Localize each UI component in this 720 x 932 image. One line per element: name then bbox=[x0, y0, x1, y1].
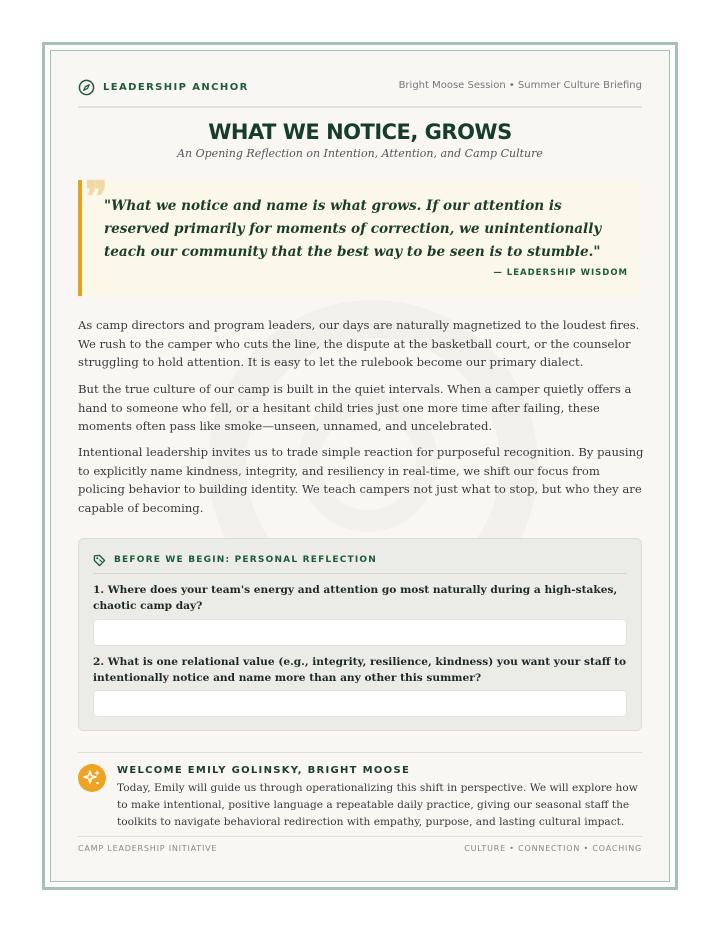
session-label: Bright Moose Session • Summer Culture Briefing bbox=[398, 80, 642, 91]
compass-icon bbox=[78, 79, 95, 96]
page-subtitle: An Opening Reflection on Intention, Attention, and Camp Culture bbox=[177, 147, 543, 160]
body-paragraph-1: As camp directors and program leaders, our days are naturally magnetized to the loudest fires. We rush to the camper who cuts the line, the dispute at the basketball court, or the counselor struggling to hold attention. It is easy to let the rulebook become our primary dialect. bbox=[78, 318, 640, 370]
quote-mark-icon: ❞ bbox=[85, 172, 108, 221]
body-paragraph-2: But the true culture of our camp is built in the quiet intervals. When a camper quietly offers a hand to someone who fell, or a hesitant child tries just one more time after failing, these moments often pass like smoke—unseen, unnamed, and uncelebrated. bbox=[78, 382, 632, 434]
body-paragraph-3: Intentional leadership invites us to trade simple reaction for purposeful recognition. By pausing to explicitly name kindness, integrity, and resiliency in real-time, we shift our focus from policing behavior to building identity. We teach campers not just what to stop, but who they are capable of becoming. bbox=[78, 445, 644, 515]
welcome-divider bbox=[78, 752, 642, 753]
reflection-question-1: 1. Where does your team's energy and attention go most naturally during a high-stakes, chaotic camp day? bbox=[93, 584, 618, 612]
footer-right: CULTURE • CONNECTION • COACHING bbox=[464, 844, 642, 853]
quote-text: "What we notice and name is what grows. If our attention is reserved primarily for moments of correction, we unintentionally teach our community that the best way to be seen is to stumble." bbox=[104, 198, 602, 260]
reflection-panel bbox=[78, 538, 642, 731]
brand-name: LEADERSHIP ANCHOR bbox=[103, 81, 249, 93]
tag-icon bbox=[93, 554, 106, 567]
sparkle-icon-glyph bbox=[78, 764, 106, 792]
welcome-text: Today, Emily will guide us through operationalizing this shift in perspective. We will explore how to make intentional, positive language a repeatable daily practice, giving our seasonal staff the toolkits to navigate behavioral redirection with empathy, purpose, and lasting cultural impact. bbox=[117, 782, 638, 828]
reflection-question-2: 2. What is one relational value (e.g., integrity, resilience, kindness) you want your staff to intentionally notice and name more than any other this summer? bbox=[93, 656, 627, 684]
sparkle-icon bbox=[78, 764, 106, 792]
reflection-answer-field-2[interactable] bbox=[93, 690, 627, 717]
page-header bbox=[78, 78, 642, 108]
footer-divider bbox=[78, 836, 642, 837]
reflection-title: BEFORE WE BEGIN: PERSONAL REFLECTION bbox=[114, 555, 377, 565]
reflection-divider bbox=[93, 573, 627, 574]
page-title: WHAT WE NOTICE, GROWS bbox=[208, 120, 512, 144]
welcome-title: WELCOME EMILY GOLINSKY, BRIGHT MOOSE bbox=[117, 765, 411, 776]
reflection-answer-field-1[interactable] bbox=[93, 619, 627, 646]
reflection-header bbox=[93, 553, 627, 567]
footer-left: CAMP LEADERSHIP INITIATIVE bbox=[78, 844, 218, 853]
brand bbox=[78, 78, 249, 96]
quote-attribution: — LEADERSHIP WISDOM bbox=[493, 268, 628, 278]
pull-quote bbox=[78, 172, 640, 296]
